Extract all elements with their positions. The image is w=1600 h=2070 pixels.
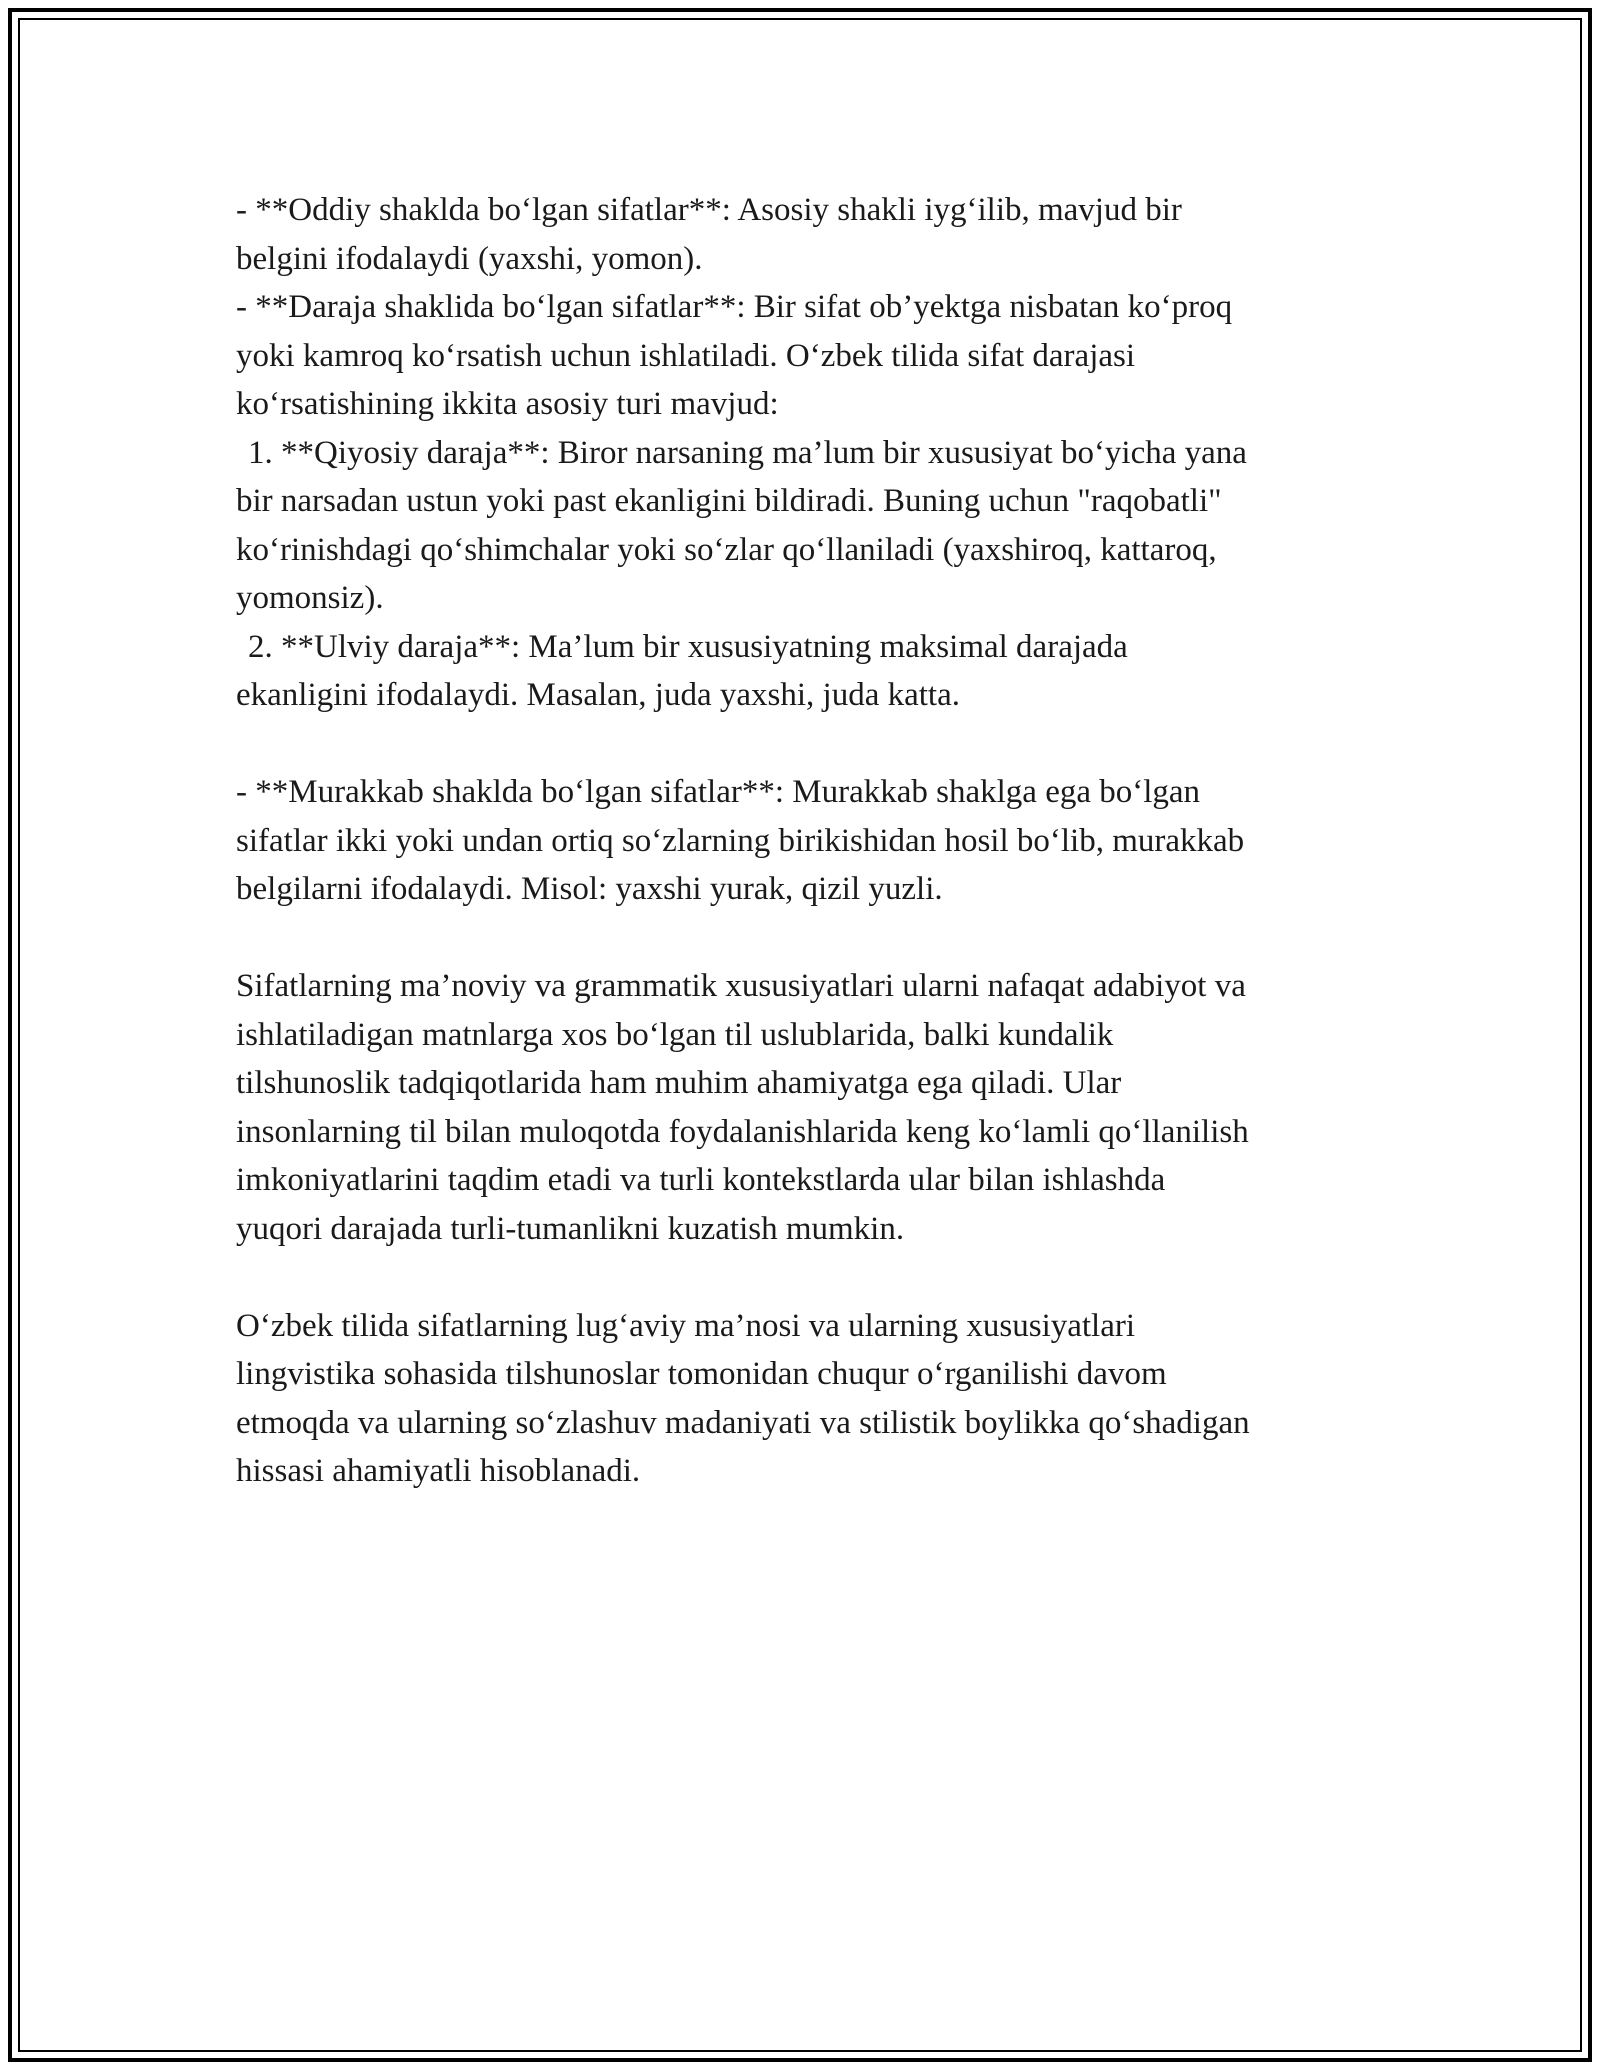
text-line: etmoqda va ularning so‘zlashuv madaniyati va stilistik boylikka qo‘shadigan	[236, 1404, 1250, 1441]
text-line: sifatlar ikki yoki undan ortiq so‘zlarning birikishidan hosil bo‘lib, murakkab	[236, 822, 1245, 859]
text-line: belgilarni ifodalaydi. Misol: yaxshi yurak, qizil yuzli.	[236, 871, 943, 907]
text-line: - **Oddiy shaklda bo‘lgan sifatlar**: Asosiy shakli iyg‘ilib, mavjud bir	[236, 192, 1182, 228]
text-line: - **Daraja shaklida bo‘lgan sifatlar**: Bir sifat ob’yektga nisbatan ko‘proq	[236, 289, 1233, 325]
text-line: ko‘rsatishining ikkita asosiy turi mavjud:	[236, 386, 779, 422]
text-line: imkoniyatlarini taqdim etadi va turli kontekstlarda ular bilan ishlashda	[236, 1162, 1166, 1198]
text-line: tilshunoslik tadqiqotlarida ham muhim ahamiyatga ega qiladi. Ular	[236, 1065, 1122, 1101]
text-line: belgini ifodalaydi (yaxshi, yomon).	[236, 240, 703, 277]
paragraph-conclusion	[236, 1302, 1376, 1496]
text-line: lingvistika sohasida tilshunoslar tomonidan chuqur o‘rganilishi davom	[236, 1356, 1167, 1392]
text-line: yuqori darajada turli-tumanlikni kuzatish mumkin.	[236, 1210, 905, 1247]
text-line: yoki kamroq ko‘rsatish uchun ishlatiladi. O‘zbek tilida sifat darajasi	[236, 337, 1136, 374]
text-line: - **Murakkab shaklda bo‘lgan sifatlar**: Murakkab shaklga ega bo‘lgan	[236, 774, 1201, 810]
text-line: bir narsadan ustun yoki past ekanligini bildiradi. Buning uchun "raqobatli"	[236, 483, 1222, 519]
text-line: 1. **Qiyosiy daraja**: Biror narsaning ma’lum bir xususiyat bo‘yicha yana	[248, 434, 1247, 471]
text-line: ko‘rinishdagi qo‘shimchalar yoki so‘zlar qo‘llaniladi (yaxshiroq, kattaroq,	[236, 531, 1217, 568]
document-body	[236, 186, 1376, 1496]
paragraph-adjective-forms	[236, 186, 1376, 720]
text-line: O‘zbek tilida sifatlarning lug‘aviy ma’nosi va ularning xususiyatlari	[236, 1307, 1136, 1344]
text-line: ekanligini ifodalaydi. Masalan, juda yaxshi, juda katta.	[236, 677, 960, 713]
text-line: hissasi ahamiyatli hisoblanadi.	[236, 1453, 641, 1489]
paragraph-compound-adjectives	[236, 768, 1376, 914]
text-line: insonlarning til bilan muloqotda foydalanishlarida keng ko‘lamli qo‘llanilish	[236, 1113, 1249, 1150]
paragraph-gap	[236, 720, 1376, 769]
paragraph-gap	[236, 1253, 1376, 1302]
text-line: ishlatiladigan matnlarga xos bo‘lgan til uslublarida, balki kundalik	[236, 1016, 1114, 1053]
paragraph-semantic-features	[236, 962, 1376, 1253]
text-line: Sifatlarning ma’noviy va grammatik xususiyatlari ularni nafaqat adabiyot va	[236, 968, 1246, 1004]
paragraph-gap	[236, 914, 1376, 963]
text-line: yomonsiz).	[236, 580, 384, 616]
text-line: 2. **Ulviy daraja**: Ma’lum bir xususiyatning maksimal darajada	[248, 628, 1128, 665]
